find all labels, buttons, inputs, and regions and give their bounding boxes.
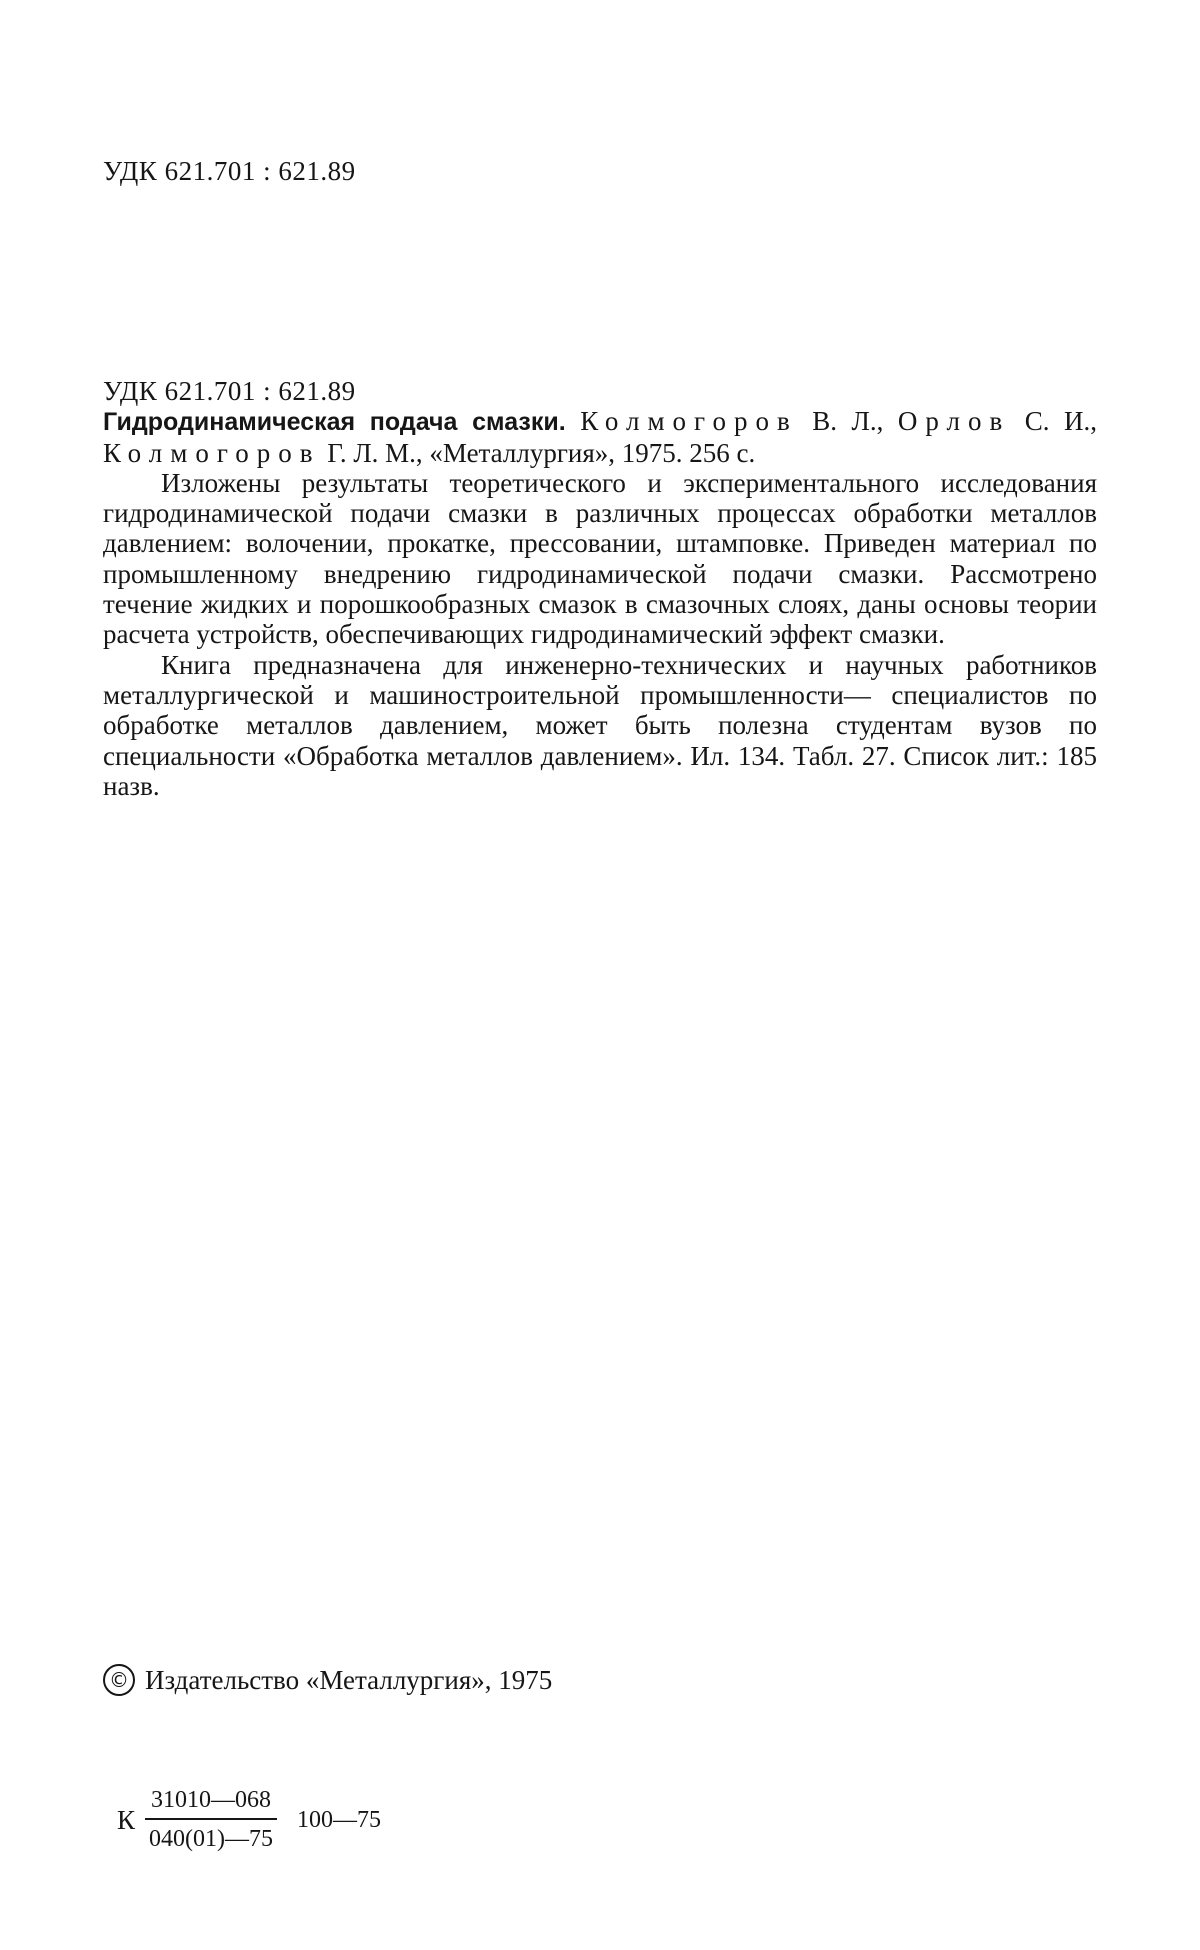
author-orlov: Орлов [897, 406, 1011, 437]
author-kolmogorov-vl: Колмогоров [580, 406, 798, 437]
index-numerator: 31010—068 [145, 1787, 277, 1820]
index-fraction [143, 1787, 279, 1853]
bibliographic-record [103, 406, 1097, 468]
abstract-paragraph-2: Книга предназначена для инженерно-технических и научных работников металлургической и машиностроительной промышленности— специалистов по обработке металлов давлением, может быть полезна студентам вузов по специальности «Обработка металлов давлением». Ил. 134. Табл. 27. Список лит.: 185 назв. [103, 649, 1097, 801]
copyright-line [103, 1664, 552, 1696]
author-kolmogorov-gl-initials-publisher: Г. Л. М., «Металлургия», 1975. 256 с. [327, 437, 756, 468]
copyright-icon: © [103, 1664, 135, 1696]
index-denominator: 040(01)—75 [149, 1826, 273, 1852]
copyright-text: Издательство «Металлургия», 1975 [145, 1664, 553, 1695]
publication-index-code [117, 1787, 381, 1853]
index-letter: К [117, 1804, 136, 1835]
udk-code-top: УДК 621.701 : 621.89 [103, 156, 356, 186]
author-kolmogorov-vl-initials: В. Л., [812, 406, 884, 437]
bibliographic-annotation [103, 376, 1097, 801]
author-kolmogorov-gl: Колмогоров [103, 437, 321, 468]
author-orlov-initials: С. И., [1024, 406, 1098, 437]
annotation-udk: УДК 621.701 : 621.89 [103, 376, 356, 406]
index-suffix: 100—75 [297, 1806, 381, 1833]
abstract-paragraph-1: Изложены результаты теоретического и экспериментального исследования гидродинамической подачи смазки в различных процессах обработки металлов давлением: волочении, прокатке, прессовании, штамповке. Приведен материал по промышленному внедрению гидродинамической подачи смазки. Рассмотрено течение жидких и порошкообразных смазок в смазочных слоях, даны основы теории расчета устройств, обеспечивающих гидродинамический эффект смазки. [103, 467, 1097, 650]
book-title: Гидродинамическая подача смазки. [103, 408, 566, 437]
